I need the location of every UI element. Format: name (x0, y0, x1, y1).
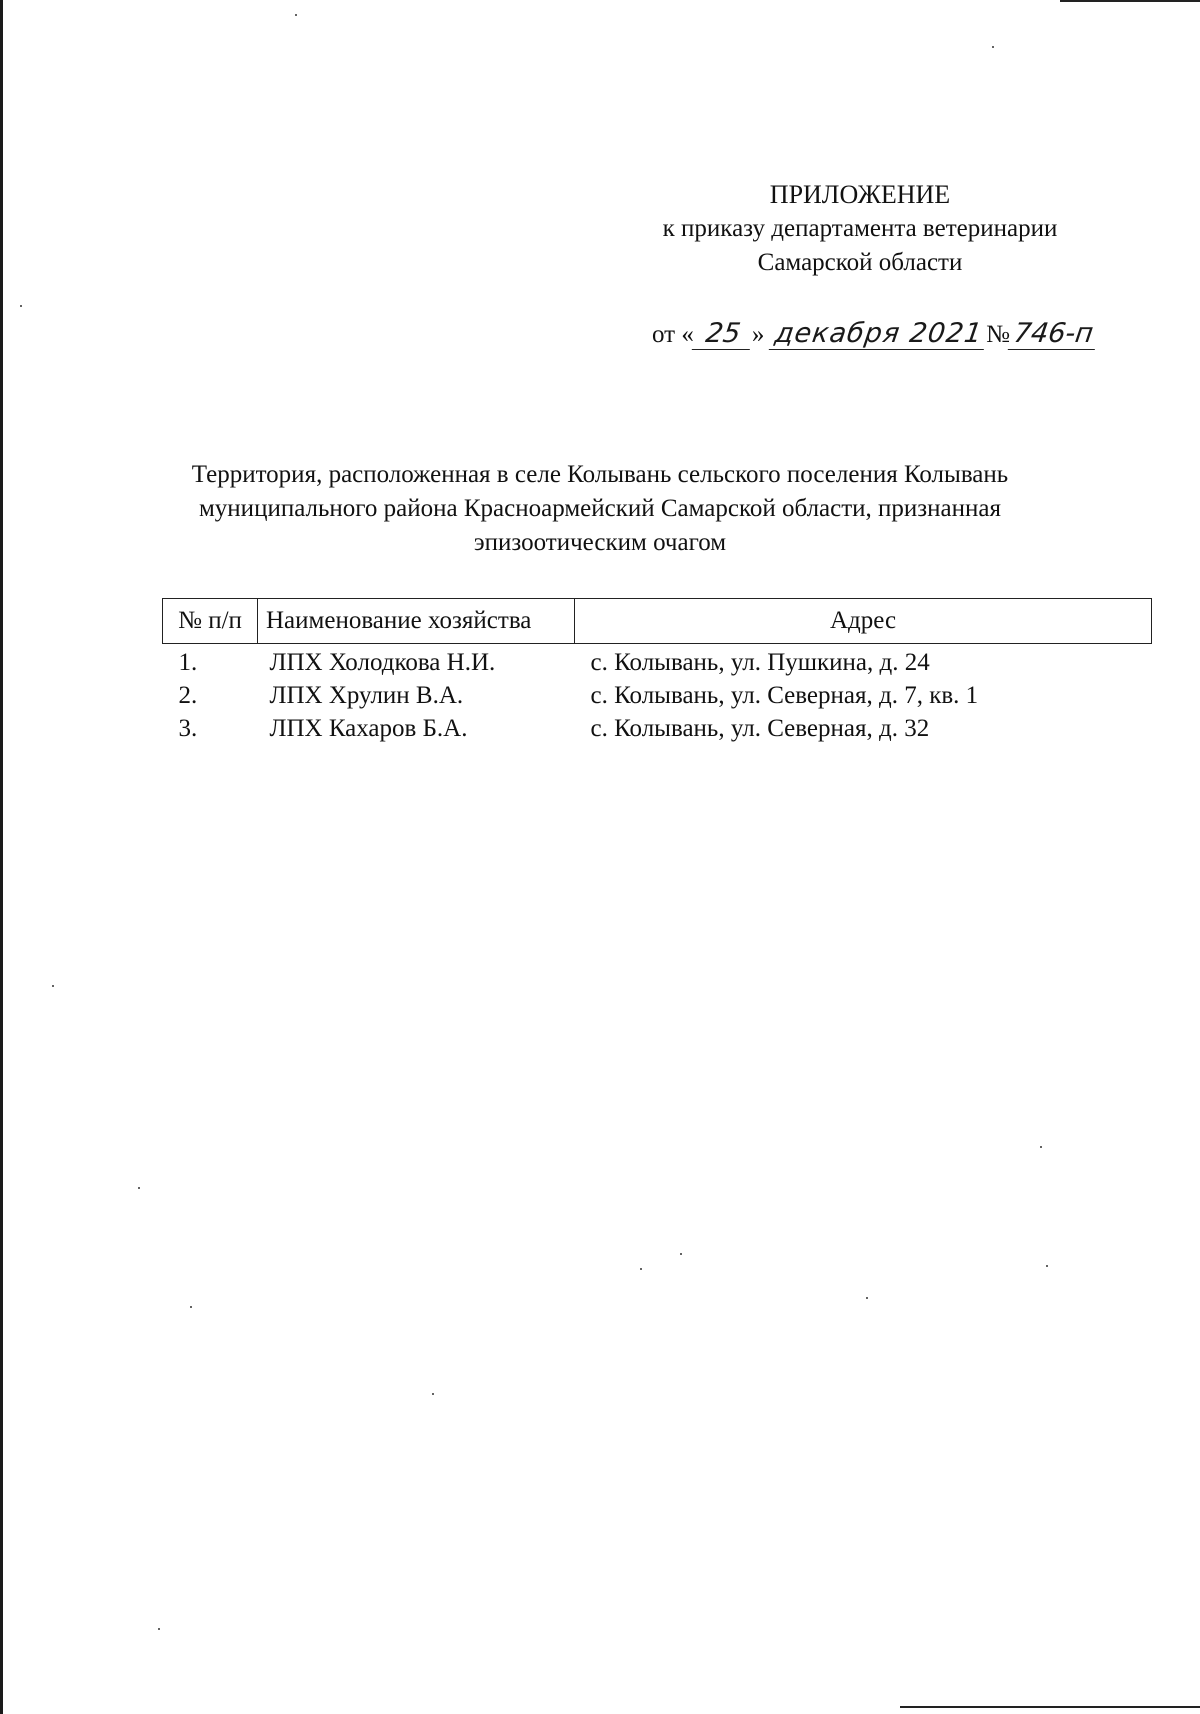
scan-speck (992, 46, 994, 48)
table-row (163, 677, 1152, 710)
scan-speck (640, 1268, 642, 1270)
scan-speck (680, 1253, 682, 1255)
order-day-handwritten: 25 (692, 318, 754, 350)
header-number: № п/п (163, 599, 258, 644)
scan-speck (20, 305, 22, 307)
document-title (150, 458, 1050, 560)
row-farm-name: ЛПХ Кахаров Б.А. (269, 715, 468, 742)
scan-speck (1040, 1146, 1042, 1148)
scan-speck (52, 985, 54, 987)
scan-line-top (1060, 0, 1200, 2)
row-farm-name: ЛПХ Холодкова Н.И. (269, 649, 496, 676)
order-number-handwritten: 746-п (1008, 318, 1099, 350)
row-number: 3. (178, 715, 198, 742)
scan-line-bottom (900, 1706, 1200, 1708)
header-farm-name: Наименование хозяйства (258, 599, 575, 644)
header-address: Адрес (575, 599, 1152, 644)
row-number: 2. (178, 682, 198, 709)
title-line-1: Территория, расположенная в селе Колывань сельского поселения Колывань (191, 461, 1009, 488)
approval-line-2: Самарской области (757, 249, 963, 276)
scan-speck (1046, 1265, 1048, 1267)
scan-speck (190, 1306, 192, 1308)
scan-speck (866, 1297, 868, 1299)
row-address: с. Колывань, ул. Северная, д. 7, кв. 1 (590, 682, 979, 709)
table-row (163, 710, 1152, 743)
order-number-sign: № (986, 321, 1010, 348)
order-prefix: от « (652, 321, 694, 348)
row-number: 1. (178, 649, 198, 676)
farms-table (162, 598, 1152, 743)
order-date-number (652, 318, 1097, 350)
table-row (163, 644, 1152, 678)
order-quote-close: » (751, 321, 765, 348)
scan-speck (138, 1187, 140, 1189)
scan-speck (158, 1628, 160, 1630)
scan-speck (432, 1393, 434, 1395)
order-month-year-handwritten: декабря 2021 (768, 318, 988, 350)
title-line-3: эпизоотическим очагом (473, 529, 727, 556)
title-line-2: муниципального района Красноармейский Самарской области, признанная (198, 495, 1002, 522)
scan-speck (295, 14, 297, 16)
row-address: с. Колывань, ул. Северная, д. 32 (590, 715, 930, 742)
row-farm-name: ЛПХ Хрулин В.А. (269, 682, 464, 709)
approval-line-1: к приказу департамента ветеринарии (662, 215, 1058, 242)
approval-heading: ПРИЛОЖЕНИЕ (769, 180, 951, 209)
approval-block (600, 178, 1120, 280)
row-address: с. Колывань, ул. Пушкина, д. 24 (590, 649, 930, 676)
scan-edge-left (0, 0, 3, 1714)
table-header-row (163, 599, 1152, 644)
